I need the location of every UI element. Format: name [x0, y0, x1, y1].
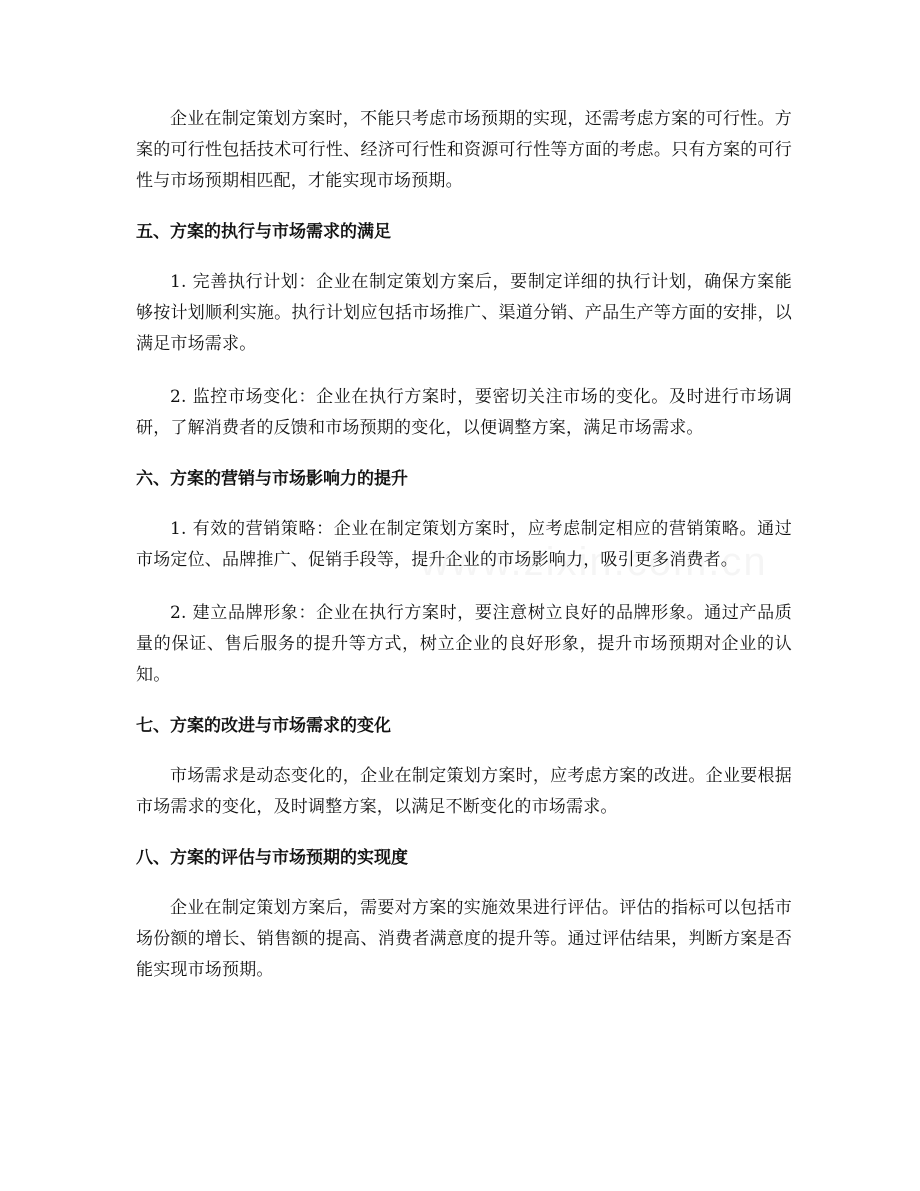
section-paragraph: 1. 有效的营销策略：企业在制定策划方案时，应考虑制定相应的营销策略。通过市场定位、品牌推广、促销手段等，提升企业的市场影响力，吸引更多消费者。 [136, 519, 792, 570]
section-6 [136, 466, 792, 691]
document-body [136, 104, 792, 1008]
intro-paragraph: 企业在制定策划方案时，不能只考虑市场预期的实现，还需考虑方案的可行性。方案的可行性包括技术可行性、经济可行性和资源可行性等方面的考虑。只有方案的可行性与市场预期相匹配，才能实现市场预期。 [136, 109, 792, 191]
section-paragraph: 2. 建立品牌形象：企业在执行方案时，要注意树立良好的品牌形象。通过产品质量的保证、售后服务的提升等方式，树立企业的良好形象，提升市场预期对企业的认知。 [136, 603, 792, 685]
section-heading: 六、方案的营销与市场影响力的提升 [136, 469, 408, 489]
section-paragraph: 企业在制定策划方案后，需要对方案的实施效果进行评估。评估的指标可以包括市场份额的增长、销售额的提高、消费者满意度的提升等。通过评估结果，判断方案是否能实现市场预期。 [136, 898, 792, 980]
section-paragraph: 2. 监控市场变化：企业在执行方案时，要密切关注市场的变化。及时进行市场调研，了解消费者的反馈和市场预期的变化，以便调整方案，满足市场需求。 [136, 387, 792, 438]
section-paragraph: 1. 完善执行计划：企业在制定策划方案后，要制定详细的执行计划，确保方案能够按计划顺利实施。执行计划应包括市场推广、渠道分销、产品生产等方面的安排，以满足市场需求。 [136, 272, 792, 354]
section-heading: 七、方案的改进与市场需求的变化 [136, 716, 391, 736]
section-5 [136, 219, 792, 444]
section-heading: 五、方案的执行与市场需求的满足 [136, 222, 391, 242]
section-heading: 八、方案的评估与市场预期的实现度 [136, 848, 408, 868]
section-8 [136, 845, 792, 986]
section-paragraph: 市场需求是动态变化的，企业在制定策划方案时，应考虑方案的改进。企业要根据市场需求的变化，及时调整方案，以满足不断变化的市场需求。 [136, 766, 792, 817]
section-7 [136, 713, 792, 823]
